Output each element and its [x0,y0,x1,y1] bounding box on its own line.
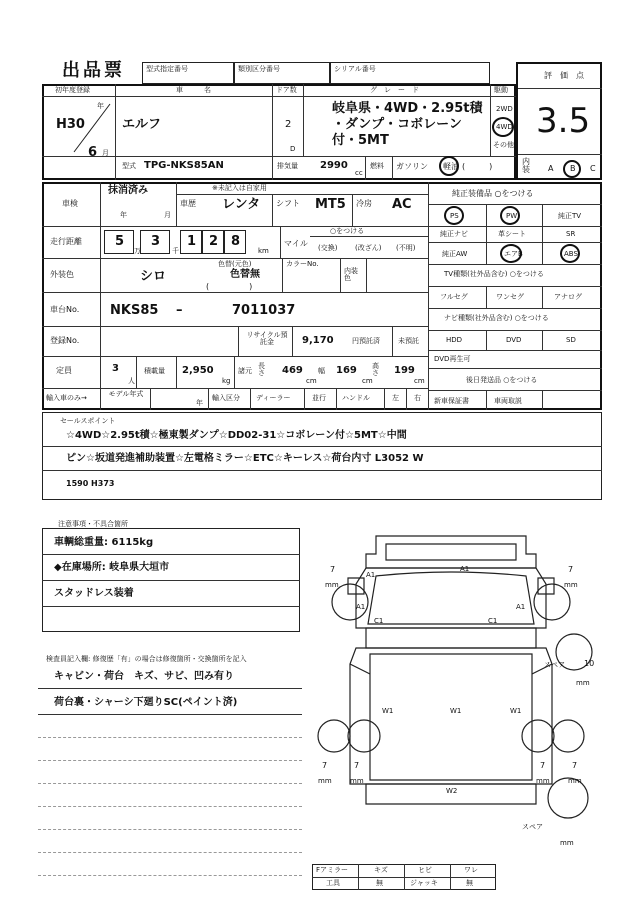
grade-line2: ・ダンプ・コボレーン [332,117,462,132]
mileage-digit-4: 2 [209,234,219,249]
height-value: 199 [394,365,415,376]
page-title: 出品票 [62,60,125,81]
capacity-value: 3 [112,363,119,374]
mileage-digit-2: 3 [151,234,161,249]
mileage-digit-1: 5 [115,234,125,249]
ac-value: AC [392,197,412,212]
door-count: 2 [285,119,292,130]
recycle-value: 9,170 [302,335,334,346]
pw-circle [500,206,520,225]
shift-value: MT5 [315,197,346,212]
fuel-diesel-circle [439,156,459,176]
length-value: 469 [282,365,303,376]
drive-4wd-circle [492,117,514,137]
serial-field[interactable]: シリアル番号 [330,62,490,84]
first-reg-era: H30 [56,117,85,132]
repaint-value: 色替無 [230,269,260,280]
width-value: 169 [336,365,357,376]
sales-line-3: 1590 H373 [66,479,115,488]
notes-line-2: ◆在庫場所: 岐阜県大垣市 [54,562,170,573]
mileage-digit-5: 8 [231,234,241,249]
class-no-field[interactable]: 類別区分番号 [234,62,330,84]
load-value: 2,950 [182,365,214,376]
score-box: 評 価 点 3.5 内装 A B C [516,62,602,180]
inspector-line-2: 荷台裏・シャーシ下廻りSC(ペイント済) [54,697,238,708]
model-code: TPG-NKS85AN [144,160,224,171]
notes-line-1: 車輌総重量: 6115kg [54,537,154,548]
history-value: レンタ [222,197,261,212]
grade-line1: 岐阜県・4WD・2.95t積 [332,101,483,116]
notes-line-3: スタッドレス装着 [54,588,134,599]
score-value: 3.5 [536,101,591,141]
abs-circle [560,244,580,263]
inspector-line-1: キャビン・荷台 キズ、サビ、凹み有り [54,671,234,682]
chassis-number: 7011037 [232,303,296,318]
interior-b-circle [563,160,581,178]
chassis-prefix: NKS85 [110,303,159,318]
exterior-color: シロ [140,269,167,284]
mileage-digit-3: 1 [187,234,197,249]
displacement: 2990 [320,160,348,171]
sales-line-2: ピン☆坂道発進補助装置☆左電格ミラー☆ETC☆キーレス☆荷台内寸 L3052 W [66,453,424,464]
airbag-circle [500,244,522,263]
truck-diagram [306,524,606,864]
inspection-value: 抹消済み [108,185,148,196]
model-cert-field[interactable]: 型式指定番号 [142,62,234,84]
car-name: エルフ [122,117,162,132]
grade-line3: 付・5MT [332,133,389,148]
ps-circle [444,206,464,225]
sales-line-1: ☆4WD☆2.95t積☆極東製ダンプ☆DD02-31☆コボレーン付☆5MT☆中間 [66,430,407,441]
